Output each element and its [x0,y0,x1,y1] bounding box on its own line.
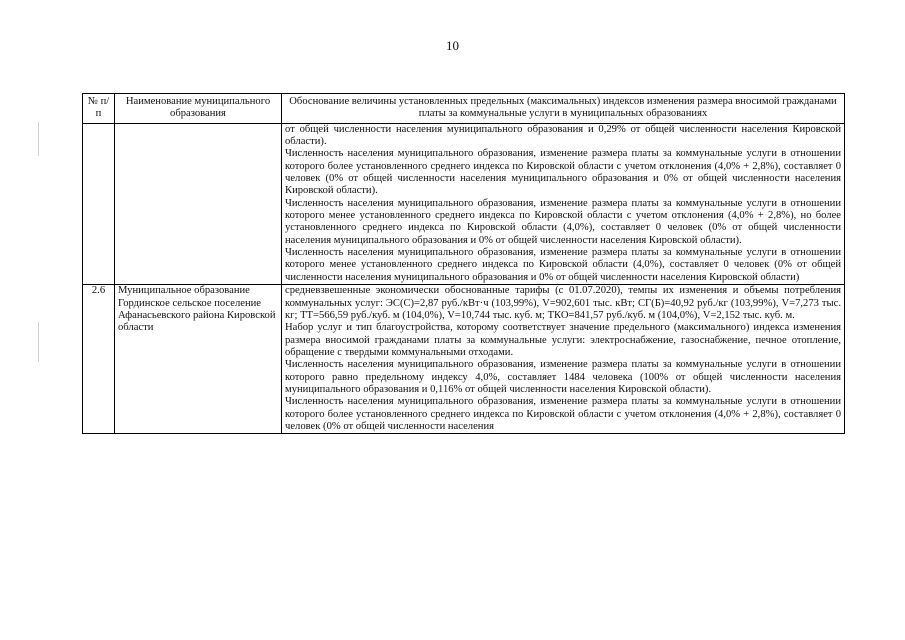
row-number [83,123,115,284]
header-municipality: Наименование муниципального образования [115,94,282,124]
justification-paragraph: Набор услуг и тип благоустройства, которому соответствует значение предельного (максимального) индекса изменения размера вносимой гражданами платы за коммунальные услуги: электроснабжение, газоснабжение, печное отопление, обращение с твердыми коммунальными отходами. [285,322,841,358]
justification-paragraph: Численность населения муниципального образования, изменение размера платы за коммунальные услуги в отношении которого более установленного среднего индекса по Кировской области с учетом отклонения (4,0% + 2,8%), составляет 0 человек (0% от общей численности населения муниципального образования и 0% от общей численности населения Кировской области). [285,148,841,197]
page-number: 10 [446,38,459,53]
scan-margin-mark [38,322,39,362]
justification-paragraph: Численность населения муниципального образования, изменение размера платы за коммунальные услуги в отношении которого более установленного среднего индекса по Кировской области с учетом отклонения (4,0% + 2,8%), составляет 0 человек (0% от общей численности населения [285,396,841,432]
table-row [83,285,845,434]
scan-margin-mark [38,122,39,156]
justification-cell [282,123,845,284]
justification-paragraph: Численность населения муниципального образования, изменение размера платы за коммунальные услуги в отношении которого равно предельному индексу 4,0%, составляет 1484 человека (100% от общей численности населения муниципального образования и 0,116% от общей численности населения Кировской области). [285,359,841,395]
row-number: 2.6 [83,285,115,434]
municipality-name: Муниципальное образование Гординское сельское поселение Афанасьевского района Кировской области [115,285,282,434]
header-justification: Обоснование величины установленных предельных (максимальных) индексов изменения размера вносимой гражданами платы за коммунальные услуги в муниципальных образованиях [282,94,845,124]
justification-paragraph: Численность населения муниципального образования, изменение размера платы за коммунальные услуги в отношении которого менее установленного среднего индекса по Кировской области (4,0%), составляет 0 человек (0% от общей численности населения муниципального образования и 0% от общей численности населения Кировской области) [285,247,841,283]
justification-paragraph: средневзвешенные экономически обоснованные тарифы (с 01.07.2020), темпы их изменения и объемы потребления коммунальных услуг: ЭС(С)=2,87 руб./кВт·ч (103,99%), V=902,601 тыс. кВт; СГ(Б)=40,92 руб./кг (103,99%), V=7,273 тыс. кг; ТТ=566,59 руб./куб. м (104,0%), V=10,744 тыс. куб. м; ТКО=841,57 руб./куб. м (104,0%), V=2,152 тыс. куб. м. [285,285,841,321]
justification-paragraph: Численность населения муниципального образования, изменение размера платы за коммунальные услуги в отношении которого менее установленного среднего индекса по Кировской области с учетом отклонения (4,0% + 2,8%), но более установленного среднего индекса по Кировской области (4,0%), составляет 0 человек (0% от общей численности населения муниципального образования и 0% от общей численности населения Кировской области). [285,197,841,246]
table-header-row [83,94,845,124]
table-row [83,123,845,284]
justification-paragraph: от общей численности населения муниципального образования и 0,29% от общей численности населения Кировской области). [285,123,841,148]
header-number: № п/п [83,94,115,124]
justification-cell [282,285,845,434]
justification-table [82,93,845,434]
municipality-name [115,123,282,284]
